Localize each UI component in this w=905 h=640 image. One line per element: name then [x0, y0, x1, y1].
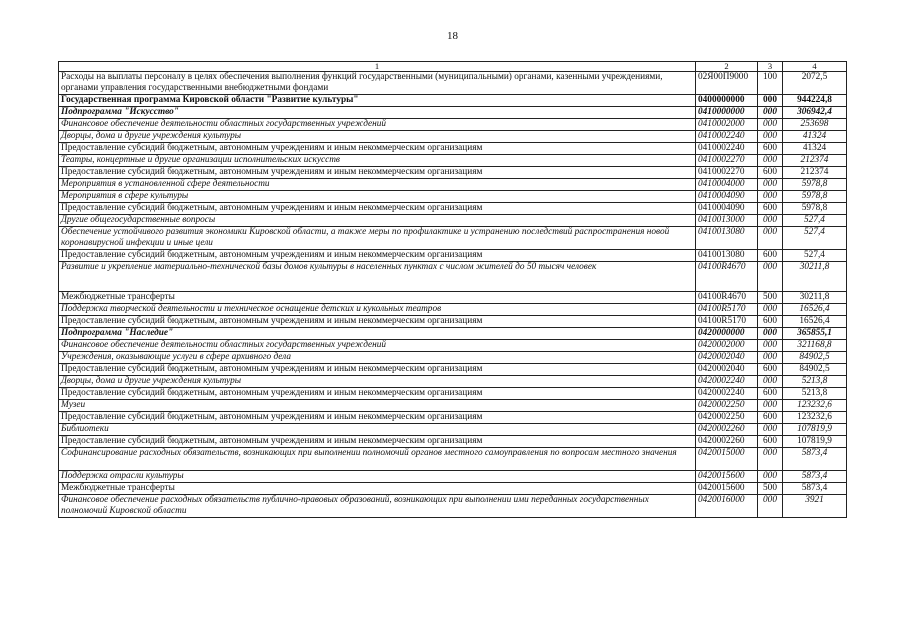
row-expense-type: 000	[758, 215, 783, 227]
row-target-code: 0410013080	[696, 250, 758, 262]
row-target-code: 0420002040	[696, 352, 758, 364]
table-row	[59, 316, 847, 328]
row-expense-type: 600	[758, 436, 783, 448]
row-expense-type: 600	[758, 388, 783, 400]
row-target-code: 0420002240	[696, 388, 758, 400]
row-expense-type: 600	[758, 143, 783, 155]
row-target-code: 0420002240	[696, 376, 758, 388]
row-name: Финансовое обеспечение расходных обязательств публично-правовых образований, возникающих при выполнении ими переданных государственных полномочий Кировской области	[59, 495, 696, 518]
row-name: Дворцы, дома и другие учреждения культуры	[59, 376, 696, 388]
row-amount: 5873,4	[783, 448, 847, 471]
row-amount: 30211,8	[783, 292, 847, 304]
row-name: Библиотеки	[59, 424, 696, 436]
row-target-code: 0420002250	[696, 412, 758, 424]
table-row	[59, 364, 847, 376]
row-target-code: 0420015600	[696, 483, 758, 495]
row-name: Предоставление субсидий бюджетным, автономным учреждениям и иным некоммерческим организациям	[59, 143, 696, 155]
row-target-code: 0410002270	[696, 155, 758, 167]
row-target-code: 04100R4670	[696, 292, 758, 304]
row-expense-type: 000	[758, 352, 783, 364]
row-amount: 123232,6	[783, 400, 847, 412]
table-row	[59, 304, 847, 316]
row-target-code: 0400000000	[696, 95, 758, 107]
row-expense-type: 000	[758, 495, 783, 518]
row-amount: 30211,8	[783, 262, 847, 292]
row-expense-type: 000	[758, 179, 783, 191]
row-expense-type: 000	[758, 424, 783, 436]
table-row	[59, 400, 847, 412]
row-target-code: 0410013000	[696, 215, 758, 227]
row-amount: 527,4	[783, 250, 847, 262]
row-amount: 5873,4	[783, 483, 847, 495]
row-expense-type: 000	[758, 448, 783, 471]
row-target-code: 04100R5170	[696, 316, 758, 328]
table-row	[59, 72, 847, 95]
row-expense-type: 000	[758, 95, 783, 107]
table-row	[59, 262, 847, 292]
row-expense-type: 500	[758, 292, 783, 304]
table-row	[59, 95, 847, 107]
table-row	[59, 448, 847, 471]
row-target-code: 0410004090	[696, 191, 758, 203]
table-header-row	[59, 62, 847, 72]
row-amount: 5978,8	[783, 191, 847, 203]
table-row	[59, 376, 847, 388]
row-amount: 944224,8	[783, 95, 847, 107]
budget-table	[58, 61, 847, 518]
table-row	[59, 179, 847, 191]
table-row	[59, 352, 847, 364]
row-name: Театры, концертные и другие организации исполнительских искусств	[59, 155, 696, 167]
row-name: Музеи	[59, 400, 696, 412]
table-row	[59, 471, 847, 483]
row-amount: 2072,5	[783, 72, 847, 95]
row-amount: 321168,8	[783, 340, 847, 352]
row-name: Предоставление субсидий бюджетным, автономным учреждениям и иным некоммерческим организациям	[59, 388, 696, 400]
row-target-code: 0410004000	[696, 179, 758, 191]
row-name: Предоставление субсидий бюджетным, автономным учреждениям и иным некоммерческим организациям	[59, 364, 696, 376]
page-number: 18	[447, 30, 458, 42]
row-target-code: 0420015000	[696, 448, 758, 471]
row-target-code: 0410000000	[696, 107, 758, 119]
row-target-code: 02Я00П9000	[696, 72, 758, 95]
row-target-code: 0420016000	[696, 495, 758, 518]
table-row	[59, 167, 847, 179]
row-name: Межбюджетные трансферты	[59, 292, 696, 304]
row-expense-type: 600	[758, 250, 783, 262]
row-target-code: 0410002270	[696, 167, 758, 179]
table-row	[59, 412, 847, 424]
table-row	[59, 155, 847, 167]
row-expense-type: 000	[758, 328, 783, 340]
row-amount: 527,4	[783, 215, 847, 227]
row-expense-type: 500	[758, 483, 783, 495]
row-expense-type: 000	[758, 191, 783, 203]
row-amount: 41324	[783, 143, 847, 155]
row-target-code: 0420015600	[696, 471, 758, 483]
table-row	[59, 388, 847, 400]
row-expense-type: 600	[758, 412, 783, 424]
row-expense-type: 000	[758, 400, 783, 412]
row-amount: 365855,1	[783, 328, 847, 340]
row-amount: 5978,8	[783, 179, 847, 191]
row-target-code: 04100R5170	[696, 304, 758, 316]
row-target-code: 0410002000	[696, 119, 758, 131]
row-amount: 107819,9	[783, 424, 847, 436]
row-expense-type: 600	[758, 203, 783, 215]
row-name: Финансовое обеспечение деятельности областных государственных учреждений	[59, 119, 696, 131]
row-amount: 527,4	[783, 227, 847, 250]
row-name: Предоставление субсидий бюджетным, автономным учреждениям и иным некоммерческим организациям	[59, 316, 696, 328]
row-name: Развитие и укрепление материально-технической базы домов культуры в населенных пунктах с числом жителей до 50 тысяч человек	[59, 262, 696, 292]
header-amount: 4	[783, 62, 847, 72]
table-row	[59, 292, 847, 304]
header-code: 2	[696, 62, 758, 72]
row-expense-type: 000	[758, 471, 783, 483]
table-row	[59, 191, 847, 203]
row-expense-type: 000	[758, 131, 783, 143]
row-expense-type: 600	[758, 167, 783, 179]
row-name: Предоставление субсидий бюджетным, автономным учреждениям и иным некоммерческим организациям	[59, 203, 696, 215]
row-name: Поддержка творческой деятельности и техническое оснащение детских и кукольных театров	[59, 304, 696, 316]
row-name: Предоставление субсидий бюджетным, автономным учреждениям и иным некоммерческим организациям	[59, 167, 696, 179]
table-row	[59, 203, 847, 215]
row-name: Подпрограмма "Искусство"	[59, 107, 696, 119]
row-target-code: 0420002260	[696, 424, 758, 436]
table-row	[59, 483, 847, 495]
row-name: Расходы на выплаты персоналу в целях обеспечения выполнения функций государственными (муниципальными) органами, казенными учреждениями, органами управления государственными внебюджетными фондами	[59, 72, 696, 95]
row-target-code: 0410002240	[696, 143, 758, 155]
row-expense-type: 000	[758, 155, 783, 167]
row-name: Предоставление субсидий бюджетным, автономным учреждениям и иным некоммерческим организациям	[59, 250, 696, 262]
row-amount: 212374	[783, 167, 847, 179]
table-row	[59, 328, 847, 340]
row-amount: 123232,6	[783, 412, 847, 424]
row-amount: 41324	[783, 131, 847, 143]
table-row	[59, 143, 847, 155]
row-name: Учреждения, оказывающие услуги в сфере архивного дела	[59, 352, 696, 364]
row-expense-type: 100	[758, 72, 783, 95]
row-expense-type: 000	[758, 227, 783, 250]
table-row	[59, 131, 847, 143]
row-name: Мероприятия в сфере культуры	[59, 191, 696, 203]
header-name: 1	[59, 62, 696, 72]
row-target-code: 0420000000	[696, 328, 758, 340]
row-expense-type: 000	[758, 262, 783, 292]
row-amount: 16526,4	[783, 304, 847, 316]
row-expense-type: 000	[758, 376, 783, 388]
row-amount: 3921	[783, 495, 847, 518]
row-expense-type: 000	[758, 107, 783, 119]
row-name: Поддержка отрасли культуры	[59, 471, 696, 483]
row-target-code: 0420002260	[696, 436, 758, 448]
table-row	[59, 215, 847, 227]
row-expense-type: 000	[758, 304, 783, 316]
row-name: Подпрограмма "Наследие"	[59, 328, 696, 340]
row-amount: 5213,8	[783, 388, 847, 400]
row-amount: 5978,8	[783, 203, 847, 215]
row-amount: 5873,4	[783, 471, 847, 483]
table-row	[59, 250, 847, 262]
row-expense-type: 000	[758, 340, 783, 352]
row-expense-type: 600	[758, 364, 783, 376]
row-amount: 5213,8	[783, 376, 847, 388]
row-target-code: 0420002000	[696, 340, 758, 352]
row-name: Другие общегосударственные вопросы	[59, 215, 696, 227]
row-name: Мероприятия в установленной сфере деятельности	[59, 179, 696, 191]
row-amount: 306942,4	[783, 107, 847, 119]
row-name: Предоставление субсидий бюджетным, автономным учреждениям и иным некоммерческим организациям	[59, 436, 696, 448]
table-row	[59, 119, 847, 131]
header-vr: 3	[758, 62, 783, 72]
row-target-code: 0420002250	[696, 400, 758, 412]
row-target-code: 04100R4670	[696, 262, 758, 292]
row-name: Обеспечение устойчивого развития экономики Кировской области, а также меры по профилактике и устранению последствий распространения новой коронавирусной инфекции и иные цели	[59, 227, 696, 250]
table-row	[59, 436, 847, 448]
row-target-code: 0410004090	[696, 203, 758, 215]
table-row	[59, 340, 847, 352]
table-body	[59, 72, 847, 518]
table-row	[59, 495, 847, 518]
row-name: Межбюджетные трансферты	[59, 483, 696, 495]
row-amount: 212374	[783, 155, 847, 167]
row-amount: 253698	[783, 119, 847, 131]
row-name: Предоставление субсидий бюджетным, автономным учреждениям и иным некоммерческим организациям	[59, 412, 696, 424]
row-expense-type: 000	[758, 119, 783, 131]
row-name: Софинансирование расходных обязательств, возникающих при выполнении полномочий органов местного самоуправления по вопросам местного значения	[59, 448, 696, 471]
row-name: Государственная программа Кировской области "Развитие культуры"	[59, 95, 696, 107]
row-name: Дворцы, дома и другие учреждения культуры	[59, 131, 696, 143]
table-row	[59, 424, 847, 436]
row-expense-type: 600	[758, 316, 783, 328]
row-name: Финансовое обеспечение деятельности областных государственных учреждений	[59, 340, 696, 352]
row-amount: 84902,5	[783, 352, 847, 364]
row-amount: 84902,5	[783, 364, 847, 376]
row-target-code: 0410002240	[696, 131, 758, 143]
row-target-code: 0420002040	[696, 364, 758, 376]
row-amount: 107819,9	[783, 436, 847, 448]
row-amount: 16526,4	[783, 316, 847, 328]
table-row	[59, 107, 847, 119]
row-target-code: 0410013080	[696, 227, 758, 250]
table-row	[59, 227, 847, 250]
